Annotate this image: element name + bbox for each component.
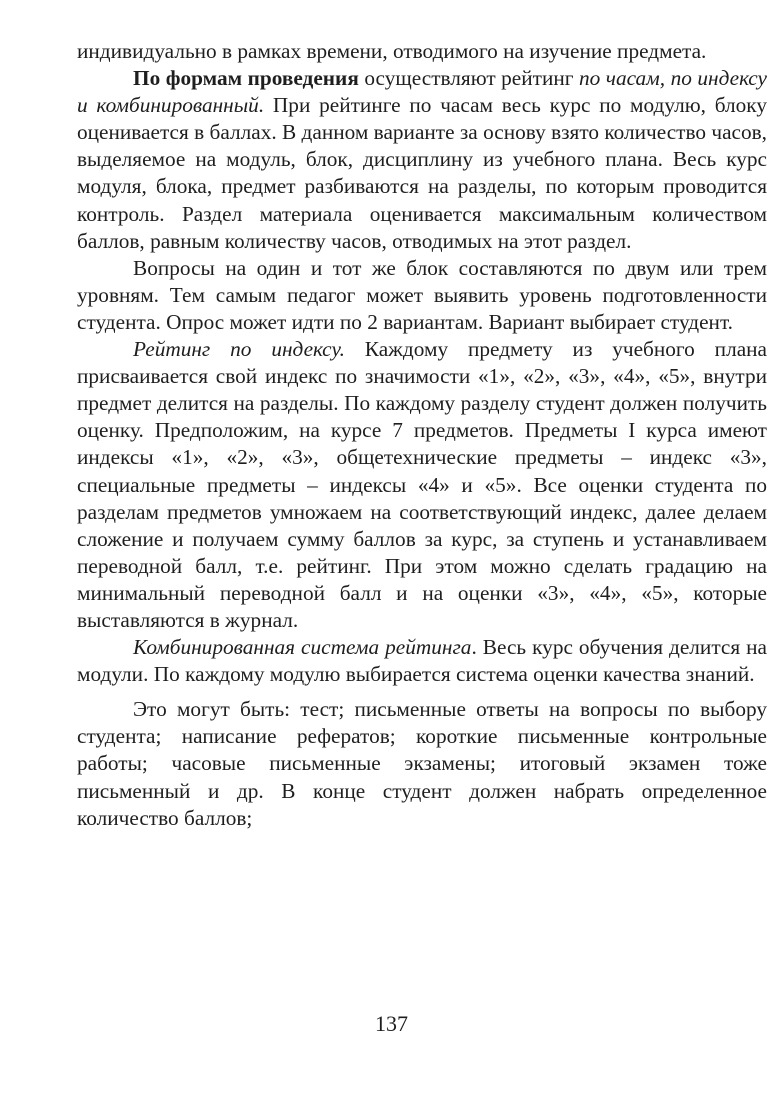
paragraph-combined-rating bbox=[77, 634, 767, 688]
text-run: индивидуально в рамках времени, отводимого на изучение предмета. bbox=[77, 39, 707, 63]
text-run: При рейтинге по часам весь курс по модулю, блоку оценивается в баллах. В данном варианте за основу взято количество часов, выделяемое на модуль, блок, дисциплину из учебного плана. Весь курс модуля, блока, предмет разбиваются на разделы, по которым проводится контроль. Раздел материала оценивается максимальным количеством баллов, равным количеству часов, отводимых на этот раздел. bbox=[77, 93, 767, 253]
paragraph-assessment-forms bbox=[77, 696, 767, 831]
text-run: Каждому предмету из учебного плана присваивается свой индекс по значимости «1», «2», «3», «4», «5», внутри предмет делится на разделы. По каждому разделу студент должен получить оценку. Предположим, на курсе 7 предметов. Предметы I курса имеют индексы «1», «2», «3», общетехнические предметы – индекс «3», специальные предметы – индексы «4» и «5». Все оценки студента по разделам предметов умножаем на соответствующий индекс, далее делаем сложение и получаем сумму баллов за курс, за ступень и устанавливаем переводной балл, т.е. рейтинг. При этом можно сделать градацию на минимальный переводной балл и на оценки «3», «4», «5», которые выставляются в журнал. bbox=[77, 337, 768, 632]
text-run: Вопросы на один и тот же блок составляются по двум или трем уровням. Тем самым педагог может выявить уровень подготовленности студента. Опрос может идти по 2 вариантам. Вариант выбирает студент. bbox=[77, 255, 767, 334]
paragraph-continuation bbox=[77, 38, 767, 65]
italic-term: Комбинированная система рейтинга bbox=[133, 635, 472, 660]
italic-term: Рейтинг по индексу. bbox=[133, 337, 345, 362]
document-page bbox=[77, 38, 767, 832]
paragraph-forms-of-conduct bbox=[77, 65, 767, 255]
bold-term: По формам проведения bbox=[133, 66, 359, 91]
italic-term: по часам, по индексу и комбинированный. bbox=[77, 66, 768, 118]
paragraph-index-rating bbox=[77, 336, 767, 634]
text-run: осуществляют рейтинг bbox=[358, 66, 579, 91]
page-number: 137 bbox=[375, 1011, 408, 1036]
text-run: . Весь курс обучения делится на модули. По каждому модулю выбирается система оценки качества знаний. bbox=[77, 635, 767, 687]
paragraph-question-levels bbox=[77, 255, 767, 336]
text-run: Это могут быть: тест; письменные ответы на вопросы по выбору студента; написание рефератов; короткие письменные контрольные работы; часовые письменные экзамены; итоговый экзамен тоже письменный и др. В конце студент должен набрать определенное количество баллов; bbox=[77, 697, 767, 830]
